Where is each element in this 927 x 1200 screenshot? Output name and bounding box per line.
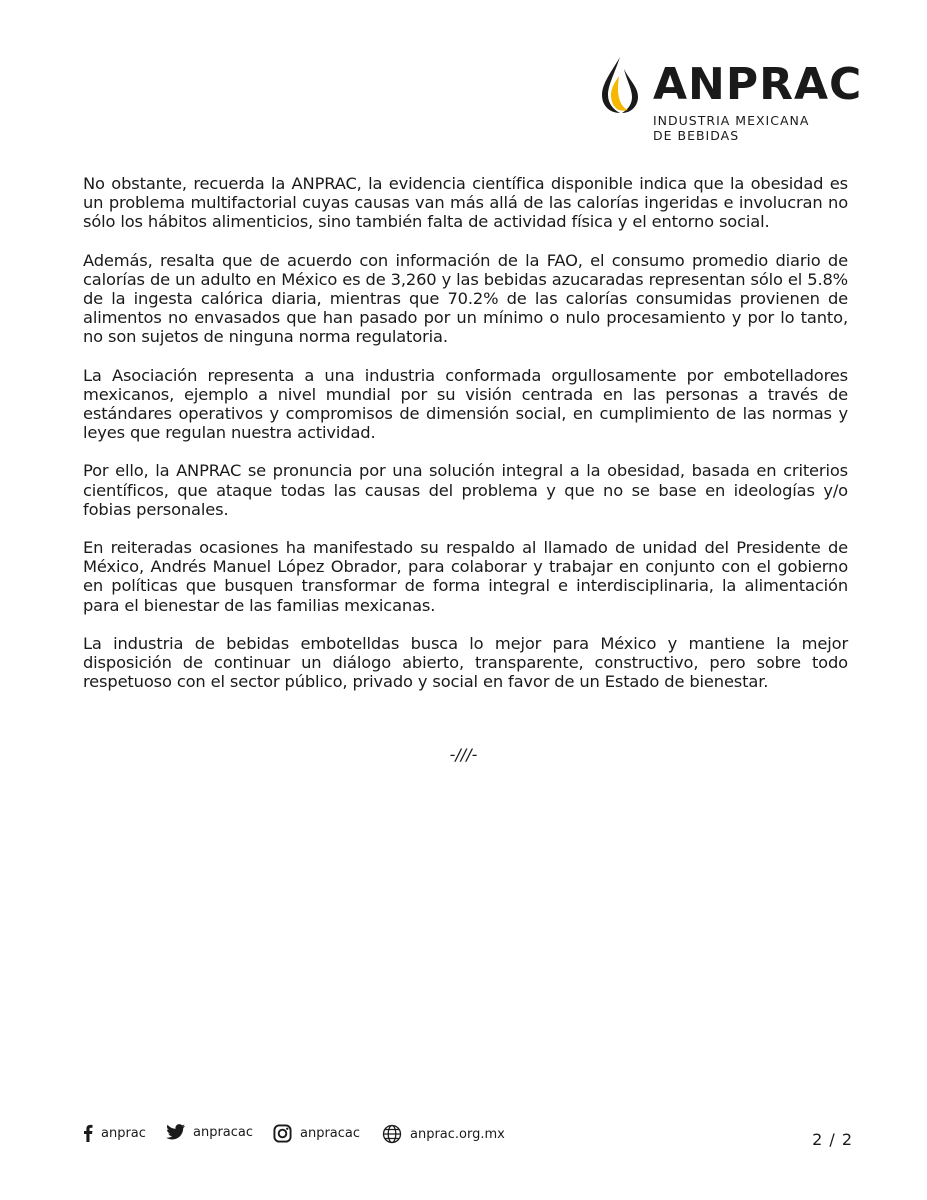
- website-label: anprac.org.mx: [410, 1126, 505, 1142]
- paragraph: Además, resalta que de acuerdo con información de la FAO, el consumo promedio diario de calorías de un adulto en México es de 3,260 y las bebidas azucaradas representan sólo el 5.8% de la ingesta calórica diaria, mientras que 70.2% de las calorías consumidas provienen de alimentos no envasados que han pasado por un mínimo o nulo procesamiento y por lo tanto, no son sujetos de ninguna norma regulatoria.: [83, 250, 848, 347]
- logo-subtitle-line1: INDUSTRIA MEXICANA: [653, 113, 810, 128]
- instagram-icon: [273, 1124, 292, 1143]
- twitter-label: anpracac: [193, 1124, 254, 1140]
- paragraph: La industria de bebidas embotelldas busca lo mejor para México y mantiene la mejor disposición de continuar un diálogo abierto, transparente, constructivo, pero sobre todo respetuoso con el sector público, privado y social en favor de un Estado de bienestar.: [83, 633, 848, 692]
- instagram-link[interactable]: [273, 1124, 360, 1143]
- logo-subtitle: [653, 113, 809, 143]
- facebook-icon: [83, 1124, 93, 1142]
- instagram-label: anpracac: [300, 1126, 361, 1141]
- paragraph: La Asociación representa a una industria conformada orgullosamente por embotelladores mexicanos, ejemplo a nivel mundial por su visión centrada en las personas a través de estándares operativos y compromisos de dimensión social, en cumplimiento de las normas y leyes que regulan nuestra actividad.: [83, 365, 848, 443]
- drop-logo-icon: [598, 55, 646, 115]
- facebook-label: anprac: [101, 1125, 146, 1141]
- twitter-icon: [166, 1124, 185, 1140]
- logo-subtitle-line2: DE BEBIDAS: [653, 128, 740, 143]
- anprac-logo: [598, 55, 888, 150]
- logo-name: ANPRAC: [653, 59, 863, 110]
- page-number: 2 / 2: [812, 1130, 853, 1149]
- closing-mark: -///-: [449, 745, 478, 764]
- document-body: [83, 174, 848, 710]
- paragraph: Por ello, la ANPRAC se pronuncia por una solución integral a la obesidad, basada en criterios científicos, que ataque todas las causas del problema y que no se base en ideologías y/o fobias personales.: [83, 461, 848, 519]
- footer: [83, 1120, 853, 1150]
- facebook-link[interactable]: [83, 1124, 146, 1142]
- website-link[interactable]: [382, 1124, 505, 1144]
- paragraph: En reiteradas ocasiones ha manifestado su respaldo al llamado de unidad del Presidente de México, Andrés Manuel López Obrador, para colaborar y trabajar en conjunto con el gobierno en políticas que busquen transformar de forma integral e interdisciplinaria, la alimentación para el bienestar de las familias mexicanas.: [83, 538, 848, 615]
- twitter-link[interactable]: [166, 1124, 253, 1140]
- globe-icon: [382, 1124, 402, 1144]
- paragraph: No obstante, recuerda la ANPRAC, la evidencia científica disponible indica que la obesidad es un problema multifactorial cuyas causas van más allá de las calorías ingeridas e involucran no sólo los hábitos alimenticios, sino también falta de actividad física y el entorno social.: [83, 174, 848, 232]
